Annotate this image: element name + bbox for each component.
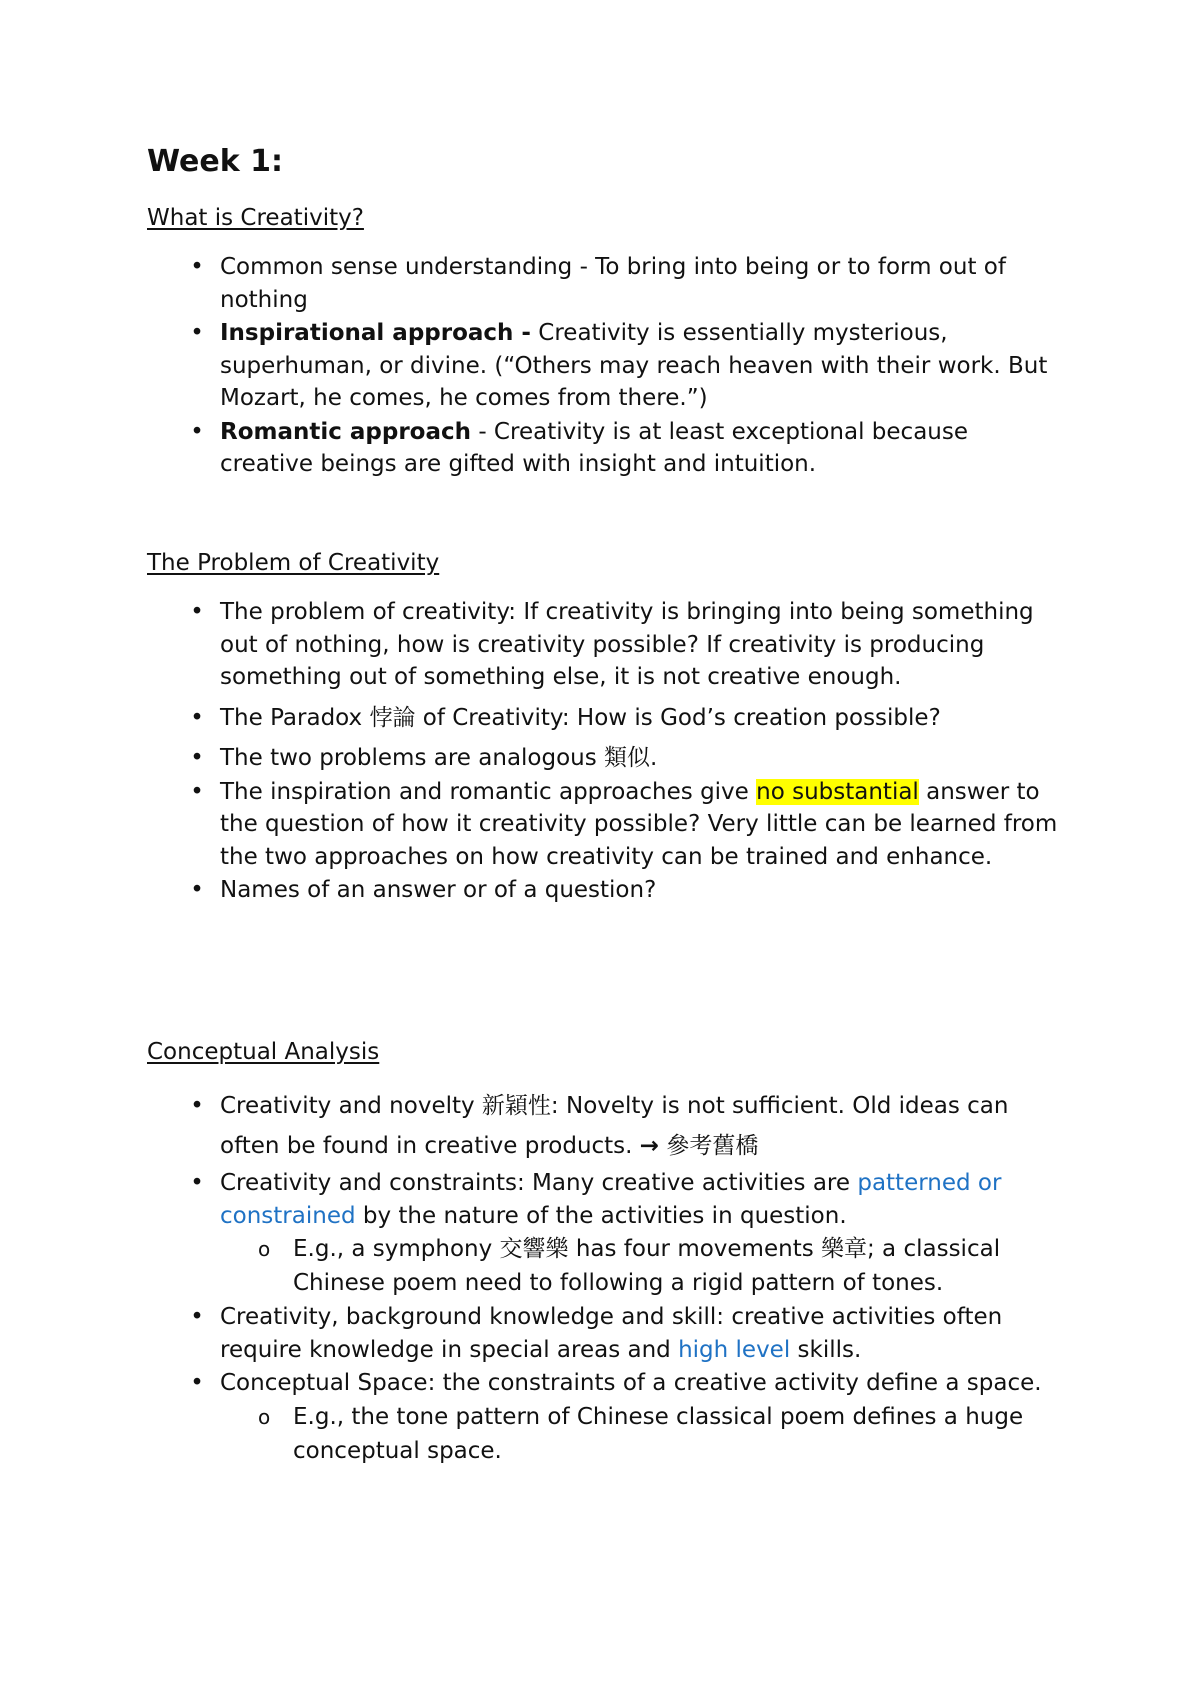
emphasized-text: patterned or constrained [220,1170,1002,1229]
sub-list-item: o E.g., the tone pattern of Chinese classical poem defines a huge conceptual space. [147,1400,1067,1468]
bullet-icon: • [190,704,204,731]
list-item: • Common sense understanding - To bring into being or to form out of nothing [147,251,1067,316]
list-item: • Creativity and novelty 新穎性: Novelty is not sufficient. Old ideas can often be found in creative products. → 參考舊橋 [147,1086,1067,1166]
list-conceptual-analysis [147,1086,1067,1469]
term-label: Romantic approach [220,418,472,445]
bullet-icon: • [190,1170,204,1196]
term-label: Inspirational approach - [220,320,531,346]
emphasized-text: high level [678,1336,791,1363]
list-item: • Inspirational approach - Creativity is essentially mysterious, superhuman, or divine. (“Others may reach heaven with their work. But Mozart, he comes, he comes from there.”) [147,317,1067,415]
bullet-icon: • [190,877,204,903]
section-heading-conceptual-analysis: Conceptual Analysis [147,1039,380,1065]
sub-bullet-icon: o [258,1404,271,1429]
list-item: • The two problems are analogous 類似. [147,742,1067,775]
highlighted-text: no substantial [756,778,919,805]
list-problem-of-creativity [147,596,1067,908]
bullet-icon: • [190,599,204,625]
list-item: • Creativity and constraints: Many creative activities are patterned or constrained by the nature of the activities in question. o E.g., a symphony 交響樂 has four movements 樂章; a classical Chinese poem need to following a rigid pattern of tones. [147,1167,1067,1300]
page-title: Week 1: [147,144,283,179]
section-heading-what-is-creativity: What is Creativity? [147,205,364,231]
list-item: • Creativity, background knowledge and skill: creative activities often require knowledge in special areas and high level skills. [147,1301,1067,1366]
bullet-icon: • [190,1093,204,1119]
arrow-icon: → [639,1133,660,1159]
bullet-icon: • [190,1304,204,1330]
sub-list [220,1232,1067,1300]
sub-list [220,1400,1067,1468]
bullet-icon: • [190,745,204,771]
list-item: • The inspiration and romantic approaches give no substantial answer to the question of how it creativity possible? Very little can be learned from the two approaches on how creativity can be trained and enhance. [147,776,1067,874]
list-item: • The problem of creativity: If creativity is bringing into being something out of nothing, how is creativity possible? If creativity is producing something out of something else, it is not creative enough. [147,596,1067,694]
sub-bullet-icon: o [258,1237,271,1261]
list-what-is-creativity [147,251,1067,482]
bullet-icon: • [190,418,204,445]
sub-list-item: o E.g., a symphony 交響樂 has four movements 樂章; a classical Chinese poem need to following a rigid pattern of tones. [147,1232,1067,1300]
list-item: • The Paradox 悖論 of Creativity: How is God’s creation possible? [147,702,1067,735]
bullet-icon: • [190,1370,204,1396]
section-heading-problem-of-creativity: The Problem of Creativity [147,550,440,576]
list-item: • Names of an answer or of a question? [147,874,1067,907]
list-item: • Romantic approach - Creativity is at least exceptional because creative beings are gifted with insight and intuition. [147,416,1067,481]
bullet-icon: • [190,320,204,346]
bullet-icon: • [190,778,204,805]
list-item: • Conceptual Space: the constraints of a creative activity define a space. o E.g., the tone pattern of Chinese classical poem defines a huge conceptual space. [147,1367,1067,1468]
bullet-icon: • [190,254,204,280]
